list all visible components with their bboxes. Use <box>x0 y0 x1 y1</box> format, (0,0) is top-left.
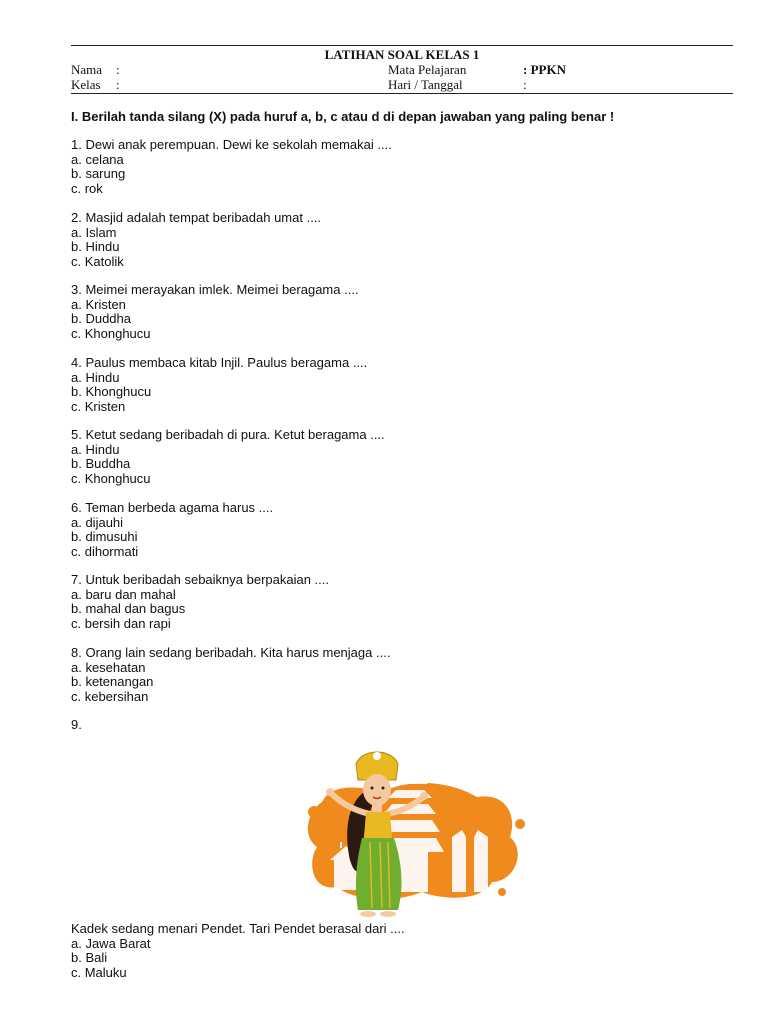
option-b: b. Khonghucu <box>71 384 152 400</box>
option-a: a. Jawa Barat <box>71 935 151 951</box>
option-c: c. Kristen <box>71 398 126 414</box>
option-a: a. dijauhi <box>71 514 124 530</box>
question-text: 3. Meimei merayakan imlek. Meimei beragama .... <box>71 282 359 297</box>
question-text: 6. Teman berbeda agama harus .... <box>71 500 274 515</box>
option-c: c. dihormati <box>71 543 139 559</box>
option-c: c. Katolik <box>71 253 124 269</box>
option-c: c. Khonghucu <box>71 325 151 341</box>
question-text: 2. Masjid adalah tempat beribadah umat .... <box>71 210 322 225</box>
option-b: b. mahal dan bagus <box>71 601 186 617</box>
worksheet-title: LATIHAN SOAL KELAS 1 <box>324 47 480 62</box>
option-c: c. Khonghucu <box>71 470 151 486</box>
option-b: b. Hindu <box>71 239 120 255</box>
question-9 <box>71 922 405 980</box>
question-text: Kadek sedang menari Pendet. Tari Pendet berasal dari .... <box>71 921 405 936</box>
question-3 <box>71 283 359 341</box>
top-rule <box>71 45 733 46</box>
header-bottom-rule <box>71 93 733 94</box>
option-c: c. bersih dan rapi <box>71 615 171 631</box>
date-value: : <box>523 77 527 92</box>
nama-colon: : <box>116 62 120 77</box>
question-text: 1. Dewi anak perempuan. Dewi ke sekolah memakai .... <box>71 137 392 152</box>
question-2 <box>71 211 321 269</box>
option-b: b. ketenangan <box>71 674 154 690</box>
option-a: a. kesehatan <box>71 659 146 675</box>
question-4 <box>71 356 367 414</box>
question-7 <box>71 573 329 631</box>
option-c: c. Maluku <box>71 964 127 980</box>
kelas-colon: : <box>116 77 120 92</box>
question-9-number: 9. <box>71 717 82 732</box>
subject-value: : PPKN <box>523 62 566 77</box>
nama-label: Nama <box>71 62 103 77</box>
option-b: b. Bali <box>71 950 108 966</box>
question-8 <box>71 646 390 704</box>
option-b: b. Buddha <box>71 456 131 472</box>
option-b: b. dimusuhi <box>71 529 138 545</box>
option-a: a. baru dan mahal <box>71 586 176 602</box>
question-text: 7. Untuk beribadah sebaiknya berpakaian .... <box>71 572 330 587</box>
option-a: a. Hindu <box>71 441 120 457</box>
question-5 <box>71 428 385 486</box>
option-a: a. Islam <box>71 224 117 240</box>
option-c: c. kebersihan <box>71 688 149 704</box>
option-c: c. rok <box>71 180 103 196</box>
option-a: a. celana <box>71 151 124 167</box>
pendet-dancer-illustration <box>252 742 552 922</box>
subject-label: Mata Pelajaran <box>388 62 467 77</box>
option-a: a. Hindu <box>71 369 120 385</box>
question-6 <box>71 501 273 559</box>
question-1 <box>71 138 392 196</box>
kelas-label: Kelas <box>71 77 101 92</box>
question-text: 4. Paulus membaca kitab Injil. Paulus beragama .... <box>71 355 368 370</box>
question-text: 8. Orang lain sedang beribadah. Kita harus menjaga .... <box>71 645 391 660</box>
option-b: b. Duddha <box>71 311 131 327</box>
instruction: I. Berilah tanda silang (X) pada huruf a, b, c atau d di depan jawaban yang paling benar ! <box>71 109 615 124</box>
option-b: b. sarung <box>71 166 126 182</box>
question-text: 5. Ketut sedang beribadah di pura. Ketut beragama .... <box>71 427 385 442</box>
date-label: Hari / Tanggal <box>388 77 463 92</box>
option-a: a. Kristen <box>71 296 126 312</box>
